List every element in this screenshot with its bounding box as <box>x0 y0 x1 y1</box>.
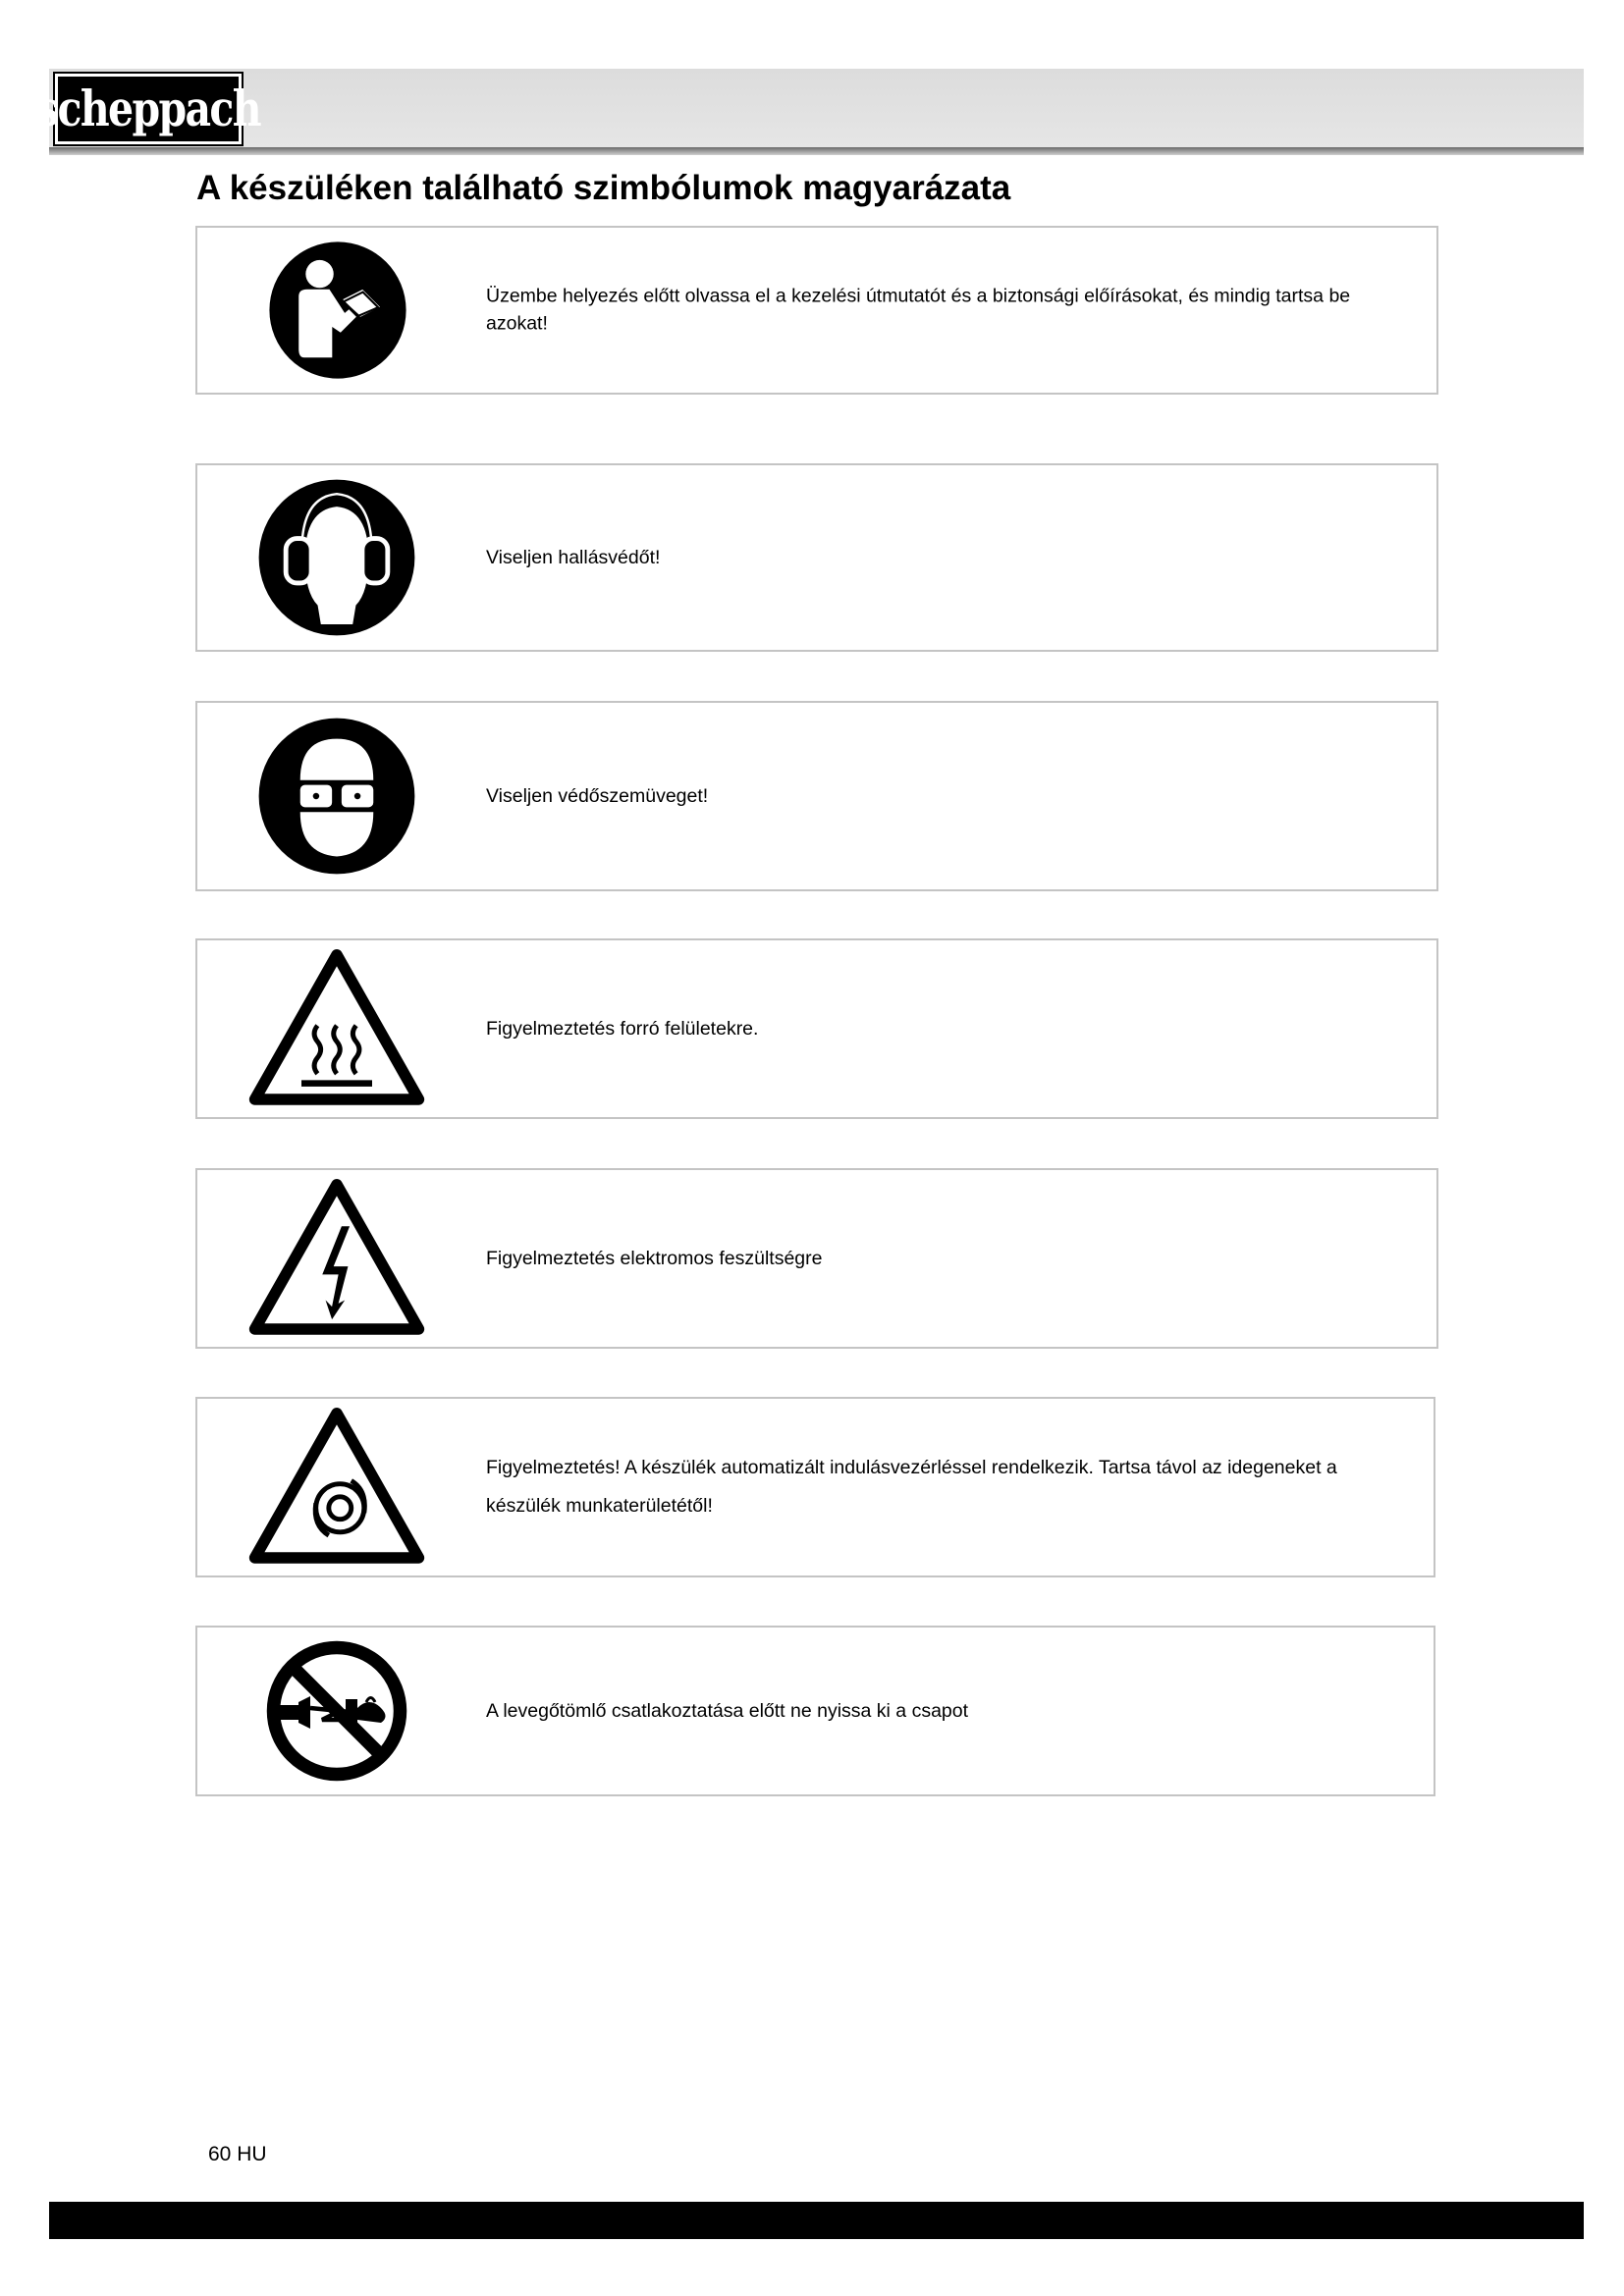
logo-text: scheppach <box>36 80 260 137</box>
symbol-row-ear-protection <box>195 463 1438 652</box>
footer-bar <box>49 2202 1584 2239</box>
symbol-description: Figyelmeztetés forró felületekre. <box>486 1017 759 1040</box>
page-title: A készüléken található szimbólumok magyarázata <box>196 169 1011 207</box>
symbol-description: A levegőtömlő csatlakoztatása előtt ne nyissa ki a csapot <box>486 1699 969 1722</box>
symbol-row-electric-voltage <box>195 1168 1438 1349</box>
header-bar <box>36 69 1584 149</box>
ear-protection-icon <box>257 478 416 637</box>
symbol-row-no-open-tap <box>195 1626 1435 1796</box>
electric-voltage-warning-icon <box>248 1178 425 1340</box>
symbol-description: Viseljen védőszemüveget! <box>486 784 709 807</box>
symbol-description: Figyelmeztetés elektromos feszültségre <box>486 1247 823 1269</box>
scheppach-logo <box>36 74 260 144</box>
symbol-description: Figyelmeztetés! A készülék automatizált indulásvezérléssel rendelkezik. Tartsa távol az idegeneket a készülék munkaterületétől! <box>486 1457 1337 1517</box>
header-divider <box>49 147 1584 155</box>
page-number: 60 HU <box>208 2143 267 2165</box>
hot-surface-warning-icon <box>248 948 425 1110</box>
read-manual-icon <box>268 240 407 380</box>
symbol-row-hot-surface <box>195 938 1438 1119</box>
symbol-description: Üzembe helyezés előtt olvassa el a kezelési útmutatót és a biztonsági előírásokat, és mindig tartsa be azokat! <box>486 285 1351 335</box>
automatic-start-warning-icon <box>248 1407 425 1569</box>
safety-goggles-icon <box>257 717 416 876</box>
no-open-tap-icon <box>263 1637 410 1785</box>
symbol-row-read-manual <box>195 226 1438 395</box>
symbol-description: Viseljen hallásvédőt! <box>486 546 661 568</box>
symbol-row-safety-goggles <box>195 701 1438 891</box>
symbol-row-automatic-start <box>195 1397 1435 1577</box>
